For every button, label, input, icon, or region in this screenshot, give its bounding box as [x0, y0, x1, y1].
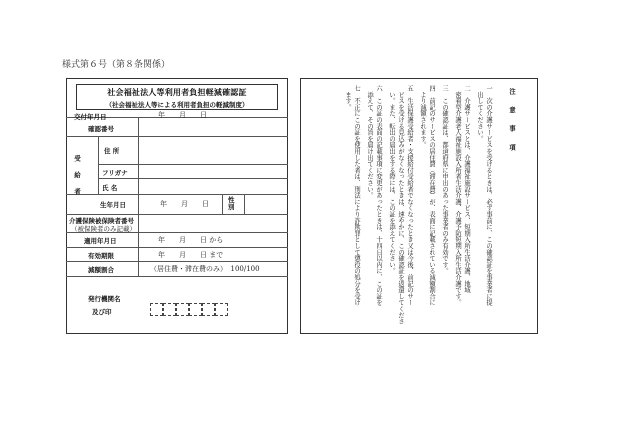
recipient-label: 受給者	[73, 155, 81, 205]
expiry-label: 有効期限	[88, 252, 114, 260]
issuer-digit-box	[150, 303, 163, 316]
issuer-digit-box	[189, 303, 202, 316]
notes-heading: 注 意 事 項	[508, 88, 515, 154]
row-divider	[66, 136, 288, 137]
column-divider	[138, 117, 139, 276]
note-line: 出してください。	[476, 85, 483, 142]
note-line: 三 この確認証は、都道府県に申出のあった事業者のみ有効です。	[441, 85, 448, 274]
seal-label: 及び印	[92, 308, 112, 316]
insured-number-label: 介護保険被保険者番号	[69, 217, 134, 225]
certificate-title-box	[76, 84, 278, 110]
note-line: 六 この証の表面の記載事項に変更があったときは、十四日以内に、この証を	[375, 85, 382, 306]
column-divider	[244, 194, 245, 214]
certificate-subtitle: （社会福祉法人等による利用者負担の軽減制度）	[105, 101, 249, 109]
insured-number-note: （被保険者のみ記載）	[71, 225, 136, 233]
issuer-name-label: 発行機関名	[88, 295, 121, 303]
note-line: 添えて、その旨を届け出てください。	[366, 85, 373, 199]
furigana-label: フリガナ	[102, 169, 128, 177]
expiry-value: 年 月 日 まで	[158, 251, 224, 259]
note-line: 五 生活保護受給者・支援給付受給者でなくなったとき又は今後、前記のサー	[406, 85, 413, 306]
row-divider	[66, 261, 288, 262]
birth-date-value: 年 月 日	[160, 200, 209, 208]
row-divider	[98, 164, 288, 165]
note-line: 七 不正にこの証を使用した者は、刑法により詐欺罪として懲役の処分を受け	[353, 85, 360, 306]
note-line: 四 前記のサービスの居住費（滞在費）が、表面に記載されている減額割合に	[428, 85, 435, 306]
issuer-digit-box	[176, 303, 189, 316]
row-divider	[98, 178, 288, 179]
issue-date-value: 年 月 日	[158, 111, 207, 119]
issuer-digit-box	[215, 303, 228, 316]
row-divider	[66, 276, 288, 277]
issuer-digit-box	[202, 303, 215, 316]
certificate-title: 社会福祉法人等利用者負担軽減確認証	[107, 88, 247, 97]
start-date-value: 年 月 日 から	[158, 236, 224, 244]
column-divider	[222, 194, 223, 214]
name-label: 氏 名	[102, 184, 118, 192]
note-line: 密着型介護老人福祉施設入所者生活介護、介護予防短期入所生活介護です。	[454, 85, 461, 306]
sex-label: 性別	[228, 196, 235, 211]
issuer-digit-box	[163, 303, 176, 316]
reduction-rate-label: 減額割合	[88, 266, 114, 274]
note-line: ビスを受ける見込みがなくなったときは、速やかに、この確認証を返還してくださ	[397, 85, 404, 325]
address-label: 住 所	[104, 147, 120, 155]
note-line: 一 次の介護サービスを受けるときは、必ず事前に、この確認証を事業者に提	[485, 85, 492, 306]
issue-date-label: 交付年月日	[74, 113, 107, 121]
row-divider	[66, 247, 288, 248]
row-divider	[66, 214, 288, 215]
note-line: より減額されます。	[419, 85, 426, 148]
row-divider	[66, 194, 288, 195]
note-line: ます。	[344, 85, 351, 111]
note-line: い。また、転出の届出をする際には、この証を添えてください。	[388, 85, 395, 274]
confirm-number-label: 確認番号	[88, 125, 114, 133]
note-line: 二 介護サービスとは、介護福祉施設サービス、短期入所生活介護、地域	[463, 85, 470, 293]
reduction-rate-value: （居住費・滞在費のみ） 100/100	[150, 265, 260, 273]
birth-date-label: 生年月日	[100, 201, 126, 209]
column-divider	[98, 136, 99, 194]
start-date-label: 適用年月日	[84, 237, 117, 245]
form-reference: 様式第６号（第８条関係）	[62, 60, 171, 70]
